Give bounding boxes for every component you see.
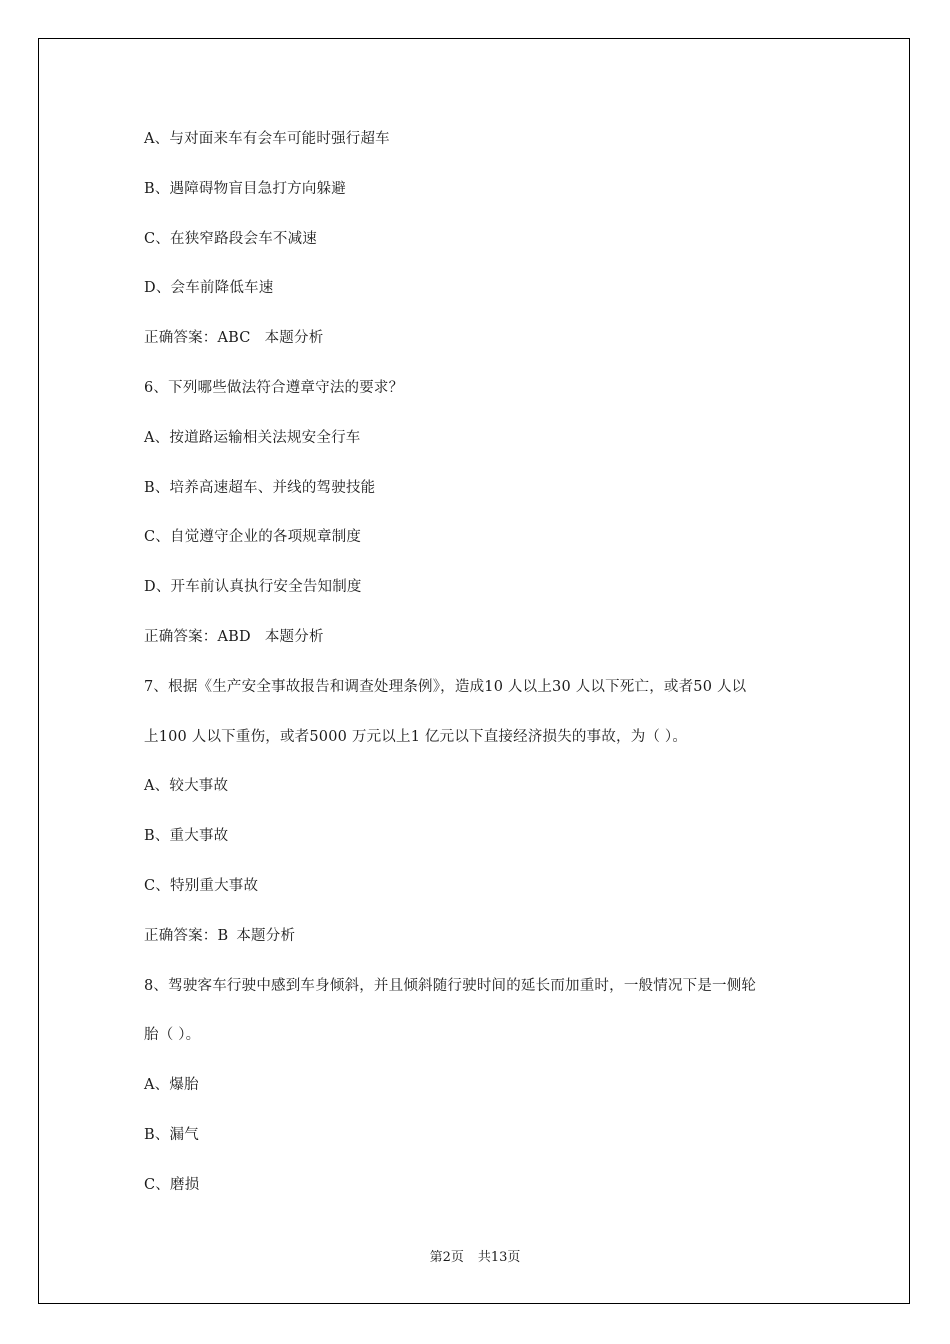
document-body — [144, 124, 816, 1220]
q5-option-d: D、会车前降低车速 — [144, 280, 274, 297]
q8-question-line2: 胎（ ）。 — [144, 1027, 201, 1044]
page-total: 共13页 — [477, 1250, 521, 1265]
page-number: 第2页 — [429, 1250, 464, 1265]
q6-analysis-link[interactable]: 本题分析 — [264, 628, 324, 645]
q8-option-c: C、磨损 — [144, 1176, 200, 1193]
q5-option-a: A、与对面来车有会车可能时强行超车 — [144, 131, 390, 147]
q6-option-a: A、按道路运输相关法规安全行车 — [144, 429, 361, 446]
q8-question-line1: 8、驾驶客车行驶中感到车身倾斜，并且倾斜随行驶时间的延长而加重时，一般情况下是一侧轮 — [144, 977, 757, 994]
q7-question-line2: 上100 人以下重伤，或者5000 万元以上1 亿元以下直接经济损失的事故，为（ ）。 — [144, 728, 688, 745]
q5-analysis-link[interactable]: 本题分析 — [264, 330, 324, 347]
q6-answer: 正确答案：ABD 本题分析 — [144, 628, 324, 645]
q5-option-c: C、在狭窄路段会车不减速 — [144, 230, 317, 247]
q7-question-line1: 7、根据《生产安全事故报告和调查处理条例》，造成10 人以上30 人以下死亡，或者50 人以 — [144, 678, 747, 695]
q6-option-c: C、自觉遵守企业的各项规章制度 — [144, 529, 362, 546]
q7-option-c: C、特别重大事故 — [144, 877, 259, 894]
q6-option-d: D、开车前认真执行安全告知制度 — [144, 579, 362, 596]
q7-option-b: B、重大事故 — [144, 828, 229, 845]
q8-option-a: A、爆胎 — [144, 1077, 199, 1094]
q6-option-b: B、培养高速超车、并线的驾驶技能 — [144, 479, 376, 496]
q7-answer: 正确答案：B 本题分析 — [144, 927, 296, 944]
page-footer — [0, 1246, 950, 1265]
q5-answer: 正确答案：ABC 本题分析 — [144, 330, 324, 347]
q7-option-a: A、较大事故 — [144, 778, 229, 795]
q7-analysis-link[interactable]: 本题分析 — [236, 927, 296, 944]
q8-option-b: B、漏气 — [144, 1126, 199, 1143]
q5-option-b: B、遇障碍物盲目急打方向躲避 — [144, 180, 346, 197]
q6-question: 6、下列哪些做法符合遵章守法的要求？ — [144, 379, 404, 396]
